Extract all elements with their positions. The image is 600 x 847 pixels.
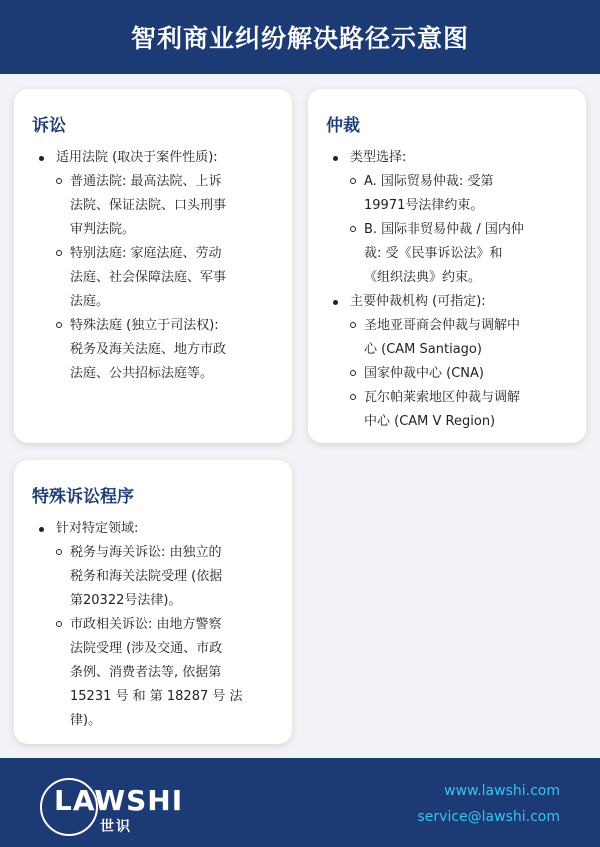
logo-text: LAWSHI — [54, 784, 184, 817]
list-item: 普通法院: 最高法院、上诉 法院、保证法院、口头刑事 审判法院。 — [56, 170, 274, 242]
list-item: 瓦尔帕莱索地区仲裁与调解 中心 (CAM V Region) — [350, 386, 568, 434]
list-item: 市政相关诉讼: 由地方警察 法院受理 (涉及交通、市政 条例、消费者法等, 依据第 15231 号 和 第 18287 号 法 律)。 — [56, 613, 274, 733]
litigation-card — [14, 89, 292, 443]
arbitration-list — [326, 146, 568, 434]
list-item: 圣地亚哥商会仲裁与调解中 心 (CAM Santiago) — [350, 314, 568, 362]
list-item: 国家仲裁中心 (CNA) — [350, 362, 568, 386]
logo-chinese-text: 世识 — [100, 819, 132, 835]
arbitration-card — [308, 89, 586, 443]
litigation-list — [32, 146, 274, 386]
list-item: 类型选择: A. 国际贸易仲裁: 受第 19971号法律约束。 B. 国际非贸易仲裁 / 国内仲 裁: 受《民事诉讼法》和 《组织法典》约束。 — [326, 146, 568, 290]
list-item: 适用法院 (取决于案件性质): 普通法院: 最高法院、上诉 法院、保证法院、口头刑事 审判法院。 特别法庭: 家庭法庭、劳动 法庭、社会保障法庭、军事 法庭。 特殊法庭 (独立于司法权): 税务及海关法庭、地方市政 法庭、公共招标法庭等。 — [32, 146, 274, 386]
list-item: 针对特定领域: 税务与海关诉讼: 由独立的 税务和海关法院受理 (依据 第20322号法律)。 市政相关诉讼: 由地方警察 法院受理 (涉及交通、市政 条例、消费者法等, 依据第 15231 号 和 第 18287 号 法 律)。 — [32, 517, 274, 733]
email-link[interactable]: service@lawshi.com — [417, 809, 560, 825]
page-header — [0, 0, 600, 74]
litigation-title: 诉讼 — [32, 116, 66, 136]
website-link[interactable]: www.lawshi.com — [444, 783, 560, 799]
page-title: 智利商业纠纷解决路径示意图 — [130, 24, 469, 53]
lawshi-logo — [40, 772, 184, 836]
list-item: 税务与海关诉讼: 由独立的 税务和海关法院受理 (依据 第20322号法律)。 — [56, 541, 274, 613]
list-item: 特别法庭: 家庭法庭、劳动 法庭、社会保障法庭、军事 法庭。 — [56, 242, 274, 314]
list-item: 主要仲裁机构 (可指定): 圣地亚哥商会仲裁与调解中 心 (CAM Santiago) 国家仲裁中心 (CNA) 瓦尔帕莱索地区仲裁与调解 中心 (CAM V Region) — [326, 290, 568, 434]
contact-info — [418, 778, 560, 830]
special-procedures-title: 特殊诉讼程序 — [32, 487, 134, 507]
list-item: 特殊法庭 (独立于司法权): 税务及海关法庭、地方市政 法庭、公共招标法庭等。 — [56, 314, 274, 386]
page-footer — [0, 758, 600, 847]
list-item: B. 国际非贸易仲裁 / 国内仲 裁: 受《民事诉讼法》和 《组织法典》约束。 — [350, 218, 568, 290]
arbitration-title: 仲裁 — [326, 116, 360, 136]
list-item: A. 国际贸易仲裁: 受第 19971号法律约束。 — [350, 170, 568, 218]
special-procedures-list — [32, 517, 274, 733]
special-procedures-card — [14, 460, 292, 744]
